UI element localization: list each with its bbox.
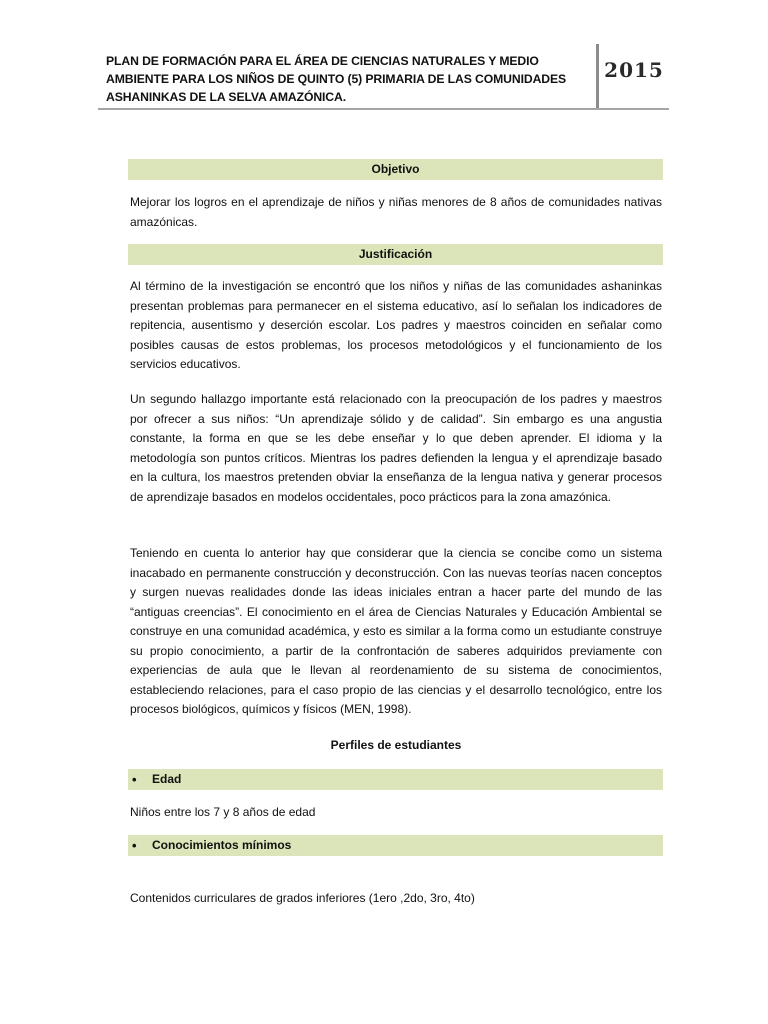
- objetivo-heading: Objetivo: [128, 159, 663, 180]
- justificacion-heading: Justificación: [128, 244, 663, 265]
- objetivo-text: Mejorar los logros en el aprendizaje de niños y niñas menores de 8 años de comunidades nativas amazónicas.: [130, 195, 662, 229]
- justificacion-paragraph-3: Teniendo en cuenta lo anterior hay que considerar que la ciencia se concibe como un sistema inacabado en permanente construcción y deconstrucción. Con las nuevas teorías nacen conceptos y surgen nuevas realidades donde las ideas iniciales entran a hacer parte del mundo de las “antiguas creencias”. El conocimiento en el área de Ciencias Naturales y Educación Ambiental se construye en una comunidad académica, y esto es similar a la forma como un estudiante construye su propio conocimiento, a partir de la confrontación de saberes adquiridos previamente con experiencias de aula que le llevan al reordenamiento de su sistema de conocimientos, estableciendo relaciones, para el caso propio de las ciencias y el desarrollo tecnológico, entre los procesos biológicos, químicos y físicos (MEN, 1998).: [130, 546, 662, 716]
- header-year: 2015: [604, 58, 664, 82]
- bullet-icon: •: [132, 772, 137, 787]
- header-divider: [596, 44, 599, 108]
- edad-text: Niños entre los 7 y 8 años de edad: [130, 805, 316, 819]
- edad-heading: [128, 769, 663, 790]
- perfiles-heading: Perfiles de estudiantes: [330, 738, 462, 752]
- justificacion-paragraph-1: Al término de la investigación se encontró que los niños y niñas de las comunidades ashaninkas presentan problemas para permanecer en el sistema educativo, así lo señalan los indicadores de repitencia, ausentismo y deserción escolar. Los padres y maestros coinciden en señalar como posibles causas de estos problemas, los procesos metodológicos y el funcionamiento de los servicios educativos.: [130, 279, 662, 371]
- edad-label: Edad: [152, 772, 182, 786]
- header-title: PLAN DE FORMACIÓN PARA EL ÁREA DE CIENCIAS NATURALES Y MEDIO AMBIENTE PARA LOS NIÑOS DE QUINTO (5) PRIMARIA DE LAS COMUNIDADES ASHANINKAS DE LA SELVA AMAZÓNICA.: [106, 54, 567, 104]
- conocimientos-text: Contenidos curriculares de grados inferiores (1ero ,2do, 3ro, 4to): [130, 891, 475, 905]
- justificacion-paragraph-2: Un segundo hallazgo importante está relacionado con la preocupación de los padres y maestros por ofrecer a sus niños: “Un aprendizaje sólido y de calidad”. Sin embargo es una angustia constante, la forma en que se les debe enseñar y lo que deben aprender. El idioma y la metodología son puntos críticos. Mientras los padres defienden la lengua y el aprendizaje basado en la cultura, los maestros pretenden obviar la enseñanza de la lengua nativa y generar procesos de aprendizaje basados en modelos occidentales, poco prácticos para la zona amazónica.: [130, 392, 662, 504]
- conocimientos-label: Conocimientos mínimos: [152, 838, 292, 852]
- conocimientos-heading: [128, 835, 663, 856]
- bullet-icon: •: [132, 838, 137, 853]
- document-header: [98, 44, 669, 110]
